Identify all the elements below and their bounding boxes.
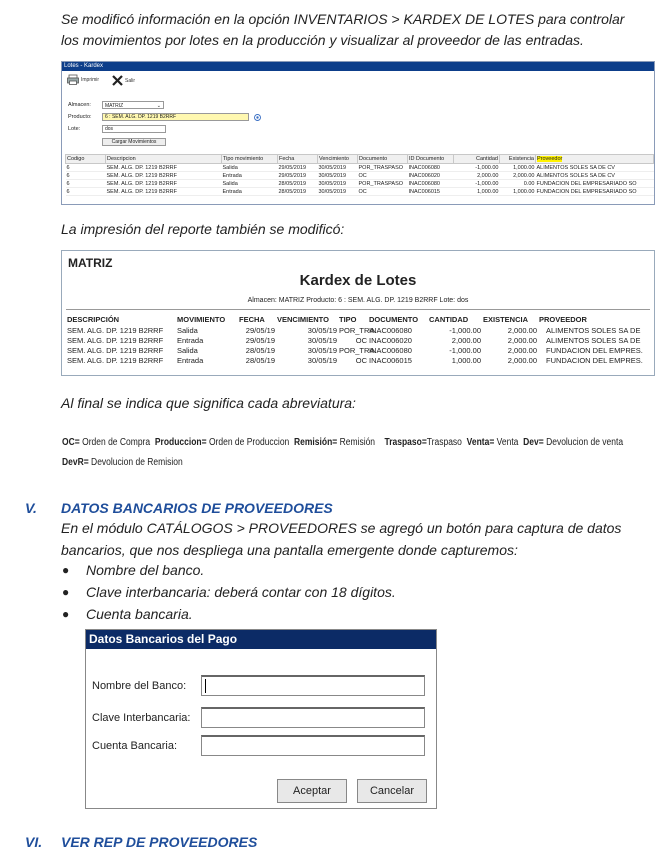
cell: INAC006080 <box>408 164 454 172</box>
cell: 29/05/2019 <box>278 164 318 172</box>
section-v-title: DATOS BANCARIOS DE PROVEEDORES <box>61 500 333 516</box>
abbr-value: Orden de Compra <box>82 437 151 448</box>
kardex-window-title: Lotes - Kardex <box>62 62 654 71</box>
lote-input[interactable]: dos <box>102 125 166 133</box>
report-caption: La impresión del reporte también se modificó: <box>61 221 345 237</box>
cell: Salida <box>177 325 198 335</box>
cell: FUNDACION DEL EMPRES. <box>546 345 643 355</box>
cell: 6 <box>66 180 106 188</box>
cell: FUNDACION DEL EMPRESARIADO SO <box>536 180 654 188</box>
abbr-caption: Al final se indica que significa cada abreviatura: <box>61 395 356 411</box>
cell: 30/05/19 <box>307 335 337 345</box>
cell: SEM. ALG. DP. 1219 B2RRF <box>106 172 222 180</box>
report-table <box>66 314 652 365</box>
kardex-grid-header <box>66 155 654 164</box>
bullet-item-1: Nombre del banco. <box>86 562 205 578</box>
cell: SEM. ALG. DP. 1219 B2RRF <box>67 335 164 345</box>
cell: -1,000.00 <box>449 325 481 335</box>
section-vi-title: VER REP DE PROVEEDORES <box>61 834 258 850</box>
cell: ALIMENTOS SOLES SA DE <box>546 325 641 335</box>
rcol-documento: DOCUMENTO <box>369 315 419 324</box>
abbreviation-line-2 <box>62 457 183 468</box>
cell: OC <box>358 188 408 196</box>
abbreviation-line-1 <box>62 437 623 448</box>
cell: 1,000.00 <box>500 164 536 172</box>
almacen-value: MATRIZ <box>105 103 124 109</box>
cell: Entrada <box>222 188 278 196</box>
rcol-vencimiento: VENCIMIENTO <box>277 315 329 324</box>
search-icon[interactable] <box>254 114 261 121</box>
cancel-button[interactable]: Cancelar <box>357 779 427 803</box>
col-cantidad[interactable]: Cantidad <box>454 155 500 164</box>
cell: 30/05/2019 <box>318 180 358 188</box>
rcol-proveedor: PROVEEDOR <box>539 315 587 324</box>
cell: POR_TRASPASO <box>358 164 408 172</box>
almacen-select[interactable] <box>102 101 164 109</box>
cell: 2,000.00 <box>507 355 537 365</box>
section-vi-number: VI. <box>25 834 43 850</box>
print-button[interactable] <box>67 75 99 85</box>
col-fecha[interactable]: Fecha <box>278 155 318 164</box>
almacen-label: Almacen: <box>68 102 91 108</box>
abbr-value: Venta <box>496 437 519 448</box>
report-company: MATRIZ <box>68 256 113 270</box>
abbr-key: Venta= <box>466 437 495 448</box>
col-descripcion[interactable]: Descripcion <box>106 155 222 164</box>
col-codigo[interactable]: Codigo <box>66 155 106 164</box>
report-title: Kardex de Lotes <box>299 272 417 289</box>
cell: 2,000.00 <box>451 335 481 345</box>
bullet-item-2: Clave interbancaria: deberá contar con 18 dígitos. <box>86 584 396 600</box>
rcol-movimiento: MOVIMIENTO <box>177 315 226 324</box>
lote-label: Lote: <box>68 126 81 132</box>
cell: SEM. ALG. DP. 1219 B2RRF <box>106 180 222 188</box>
kardex-report <box>61 250 655 376</box>
cargar-movimientos-button[interactable]: Cargar Movimientos <box>102 138 166 146</box>
cell: 2,000.00 <box>507 325 537 335</box>
cell: -1,000.00 <box>454 164 500 172</box>
cell: Salida <box>177 345 198 355</box>
abbr-key: Remisión= <box>294 437 338 448</box>
rcol-existencia: EXISTENCIA <box>483 315 529 324</box>
account-input[interactable] <box>201 735 425 756</box>
abbr-key: DevR= <box>62 457 89 468</box>
producto-label: Producto: <box>68 114 92 120</box>
col-proveedor[interactable] <box>536 155 654 164</box>
table-row[interactable] <box>66 164 654 172</box>
report-subtitle: Almacen: MATRIZ Producto: 6 : SEM. ALG. DP. 1219 B2RRF Lote: dos <box>247 297 469 304</box>
abbr-key: OC= <box>62 437 80 448</box>
cell: 29/05/19 <box>245 335 275 345</box>
cell: 1,000.00 <box>454 188 500 196</box>
bank-name-label: Nombre del Banco: <box>92 680 187 692</box>
kardex-grid <box>65 154 654 196</box>
cell: 30/05/19 <box>307 345 337 355</box>
exit-button[interactable] <box>112 75 135 86</box>
table-row[interactable] <box>66 188 654 196</box>
table-row[interactable] <box>66 180 654 188</box>
cell: 2,000.00 <box>507 345 537 355</box>
col-tipo-movimiento[interactable]: Tipo movimiento <box>222 155 278 164</box>
rcol-cantidad: CANTIDAD <box>429 315 469 324</box>
bank-name-input[interactable] <box>201 675 425 696</box>
cell: ALIMENTOS SOLES SA DE <box>546 335 641 345</box>
report-row <box>66 335 652 345</box>
dialog-title: Datos Bancarios del Pago <box>86 630 436 649</box>
cell: 29/05/2019 <box>278 172 318 180</box>
cell: INAC006020 <box>369 335 412 345</box>
col-vencimiento[interactable]: Vencimiento <box>318 155 358 164</box>
cell: 1,000.00 <box>451 355 481 365</box>
cell: Salida <box>222 180 278 188</box>
cell: 2,000.00 <box>454 172 500 180</box>
cell: INAC006015 <box>369 355 412 365</box>
abbr-key: Dev= <box>523 437 544 448</box>
cell: ALIMENTOS SOLES SA DE CV <box>536 172 654 180</box>
cell: FUNDACION DEL EMPRESARIADO SO <box>536 188 654 196</box>
cell: 6 <box>66 172 106 180</box>
proveedor-highlight: Proveedor <box>537 156 563 162</box>
report-header <box>66 314 652 325</box>
intro-line-1: Se modificó información en la opción INVENTARIOS > KARDEX DE LOTES para controlar <box>61 11 625 27</box>
datos-bancarios-dialog <box>85 629 437 809</box>
cell: POR_TRASPASO <box>358 180 408 188</box>
abbr-key: Produccion= <box>154 437 207 448</box>
cell: OC <box>355 355 367 365</box>
cell: 29/05/19 <box>245 325 275 335</box>
printer-icon <box>67 75 79 85</box>
cell: SEM. ALG. DP. 1219 B2RRF <box>67 325 164 335</box>
cell: INAC006020 <box>408 172 454 180</box>
cell: 1,000.00 <box>500 188 536 196</box>
cell: INAC006015 <box>408 188 454 196</box>
cell: 30/05/2019 <box>318 164 358 172</box>
cell: SEM. ALG. DP. 1219 B2RRF <box>67 345 164 355</box>
close-icon <box>112 75 123 86</box>
bullet-icon: ● <box>62 607 70 621</box>
col-documento[interactable]: Documento <box>358 155 408 164</box>
col-id-documento[interactable]: ID Documento <box>408 155 454 164</box>
print-label: Imprimir <box>81 77 100 83</box>
intro-line-2: los movimientos por lotes en la producción y visualizar al proveedor de las entradas. <box>61 32 584 48</box>
section-v-number: V. <box>25 500 37 516</box>
cell: 28/05/19 <box>245 355 275 365</box>
cell: SEM. ALG. DP. 1219 B2RRF <box>106 188 222 196</box>
cell: 30/05/19 <box>307 325 337 335</box>
report-row <box>66 325 652 335</box>
cell: POR_TRA <box>339 325 375 335</box>
clabe-label: Clave Interbancaria: <box>92 712 191 724</box>
cell: FUNDACION DEL EMPRES. <box>546 355 643 365</box>
text-caret <box>205 679 206 693</box>
chevron-down-icon: ⌄ <box>156 103 161 109</box>
exit-label: Salir <box>125 77 136 84</box>
accept-button[interactable]: Aceptar <box>277 779 347 803</box>
cell: -1,000.00 <box>449 345 481 355</box>
kardex-window <box>61 61 655 205</box>
cell: ALIMENTOS SOLES SA DE CV <box>536 164 654 172</box>
cell: INAC006080 <box>369 345 412 355</box>
rcol-tipo: TIPO <box>339 315 357 324</box>
table-row[interactable] <box>66 172 654 180</box>
report-row <box>66 355 652 365</box>
cell: Entrada <box>177 335 204 345</box>
report-divider <box>66 309 650 310</box>
cell: 0.00 <box>500 180 536 188</box>
cell: -1,000.00 <box>454 180 500 188</box>
cell: 30/05/2019 <box>318 172 358 180</box>
abbr-key: Traspaso= <box>384 437 427 448</box>
cell: 6 <box>66 164 106 172</box>
clabe-input[interactable] <box>201 707 425 728</box>
cell: 30/05/2019 <box>318 188 358 196</box>
cell: Entrada <box>222 172 278 180</box>
bullet-icon: ● <box>62 563 70 577</box>
cell: INAC006080 <box>408 180 454 188</box>
cell: POR_TRA <box>339 345 375 355</box>
cell: 2,000.00 <box>507 335 537 345</box>
cell: 6 <box>66 188 106 196</box>
abbr-value: Orden de Produccion <box>208 437 290 448</box>
abbr-value: Traspaso <box>426 437 462 448</box>
cell: Entrada <box>177 355 204 365</box>
cell: INAC006080 <box>369 325 412 335</box>
cell: Salida <box>222 164 278 172</box>
abbr-value: Remisión <box>339 437 376 448</box>
cell: OC <box>358 172 408 180</box>
cell: 28/05/19 <box>245 345 275 355</box>
account-label: Cuenta Bancaria: <box>92 740 177 752</box>
section-v-line-2: bancarios, que nos despliega una pantalla emergente donde capturemos: <box>61 542 518 558</box>
producto-input[interactable]: 6 : SEM. ALG. DP. 1219 B2RRF <box>102 113 249 121</box>
cell: OC <box>355 335 367 345</box>
cell: 30/05/19 <box>307 355 337 365</box>
rcol-fecha: FECHA <box>239 315 265 324</box>
cell: SEM. ALG. DP. 1219 B2RRF <box>106 164 222 172</box>
cell: 28/05/2019 <box>278 180 318 188</box>
cell: 28/05/2019 <box>278 188 318 196</box>
cell: SEM. ALG. DP. 1219 B2RRF <box>67 355 164 365</box>
cell: 2,000.00 <box>500 172 536 180</box>
col-existencia[interactable]: Existencia <box>500 155 536 164</box>
bullet-icon: ● <box>62 585 70 599</box>
abbr-value: Devolucion de venta <box>546 437 624 448</box>
rcol-descripcion: DESCRIPCIÓN <box>67 315 120 324</box>
bullet-item-3: Cuenta bancaria. <box>86 606 193 622</box>
report-row <box>66 345 652 355</box>
section-v-line-1: En el módulo CATÁLOGOS > PROVEEDORES se agregó un botón para captura de datos <box>61 520 622 536</box>
abbr-value: Devolucion de Remision <box>91 457 183 468</box>
